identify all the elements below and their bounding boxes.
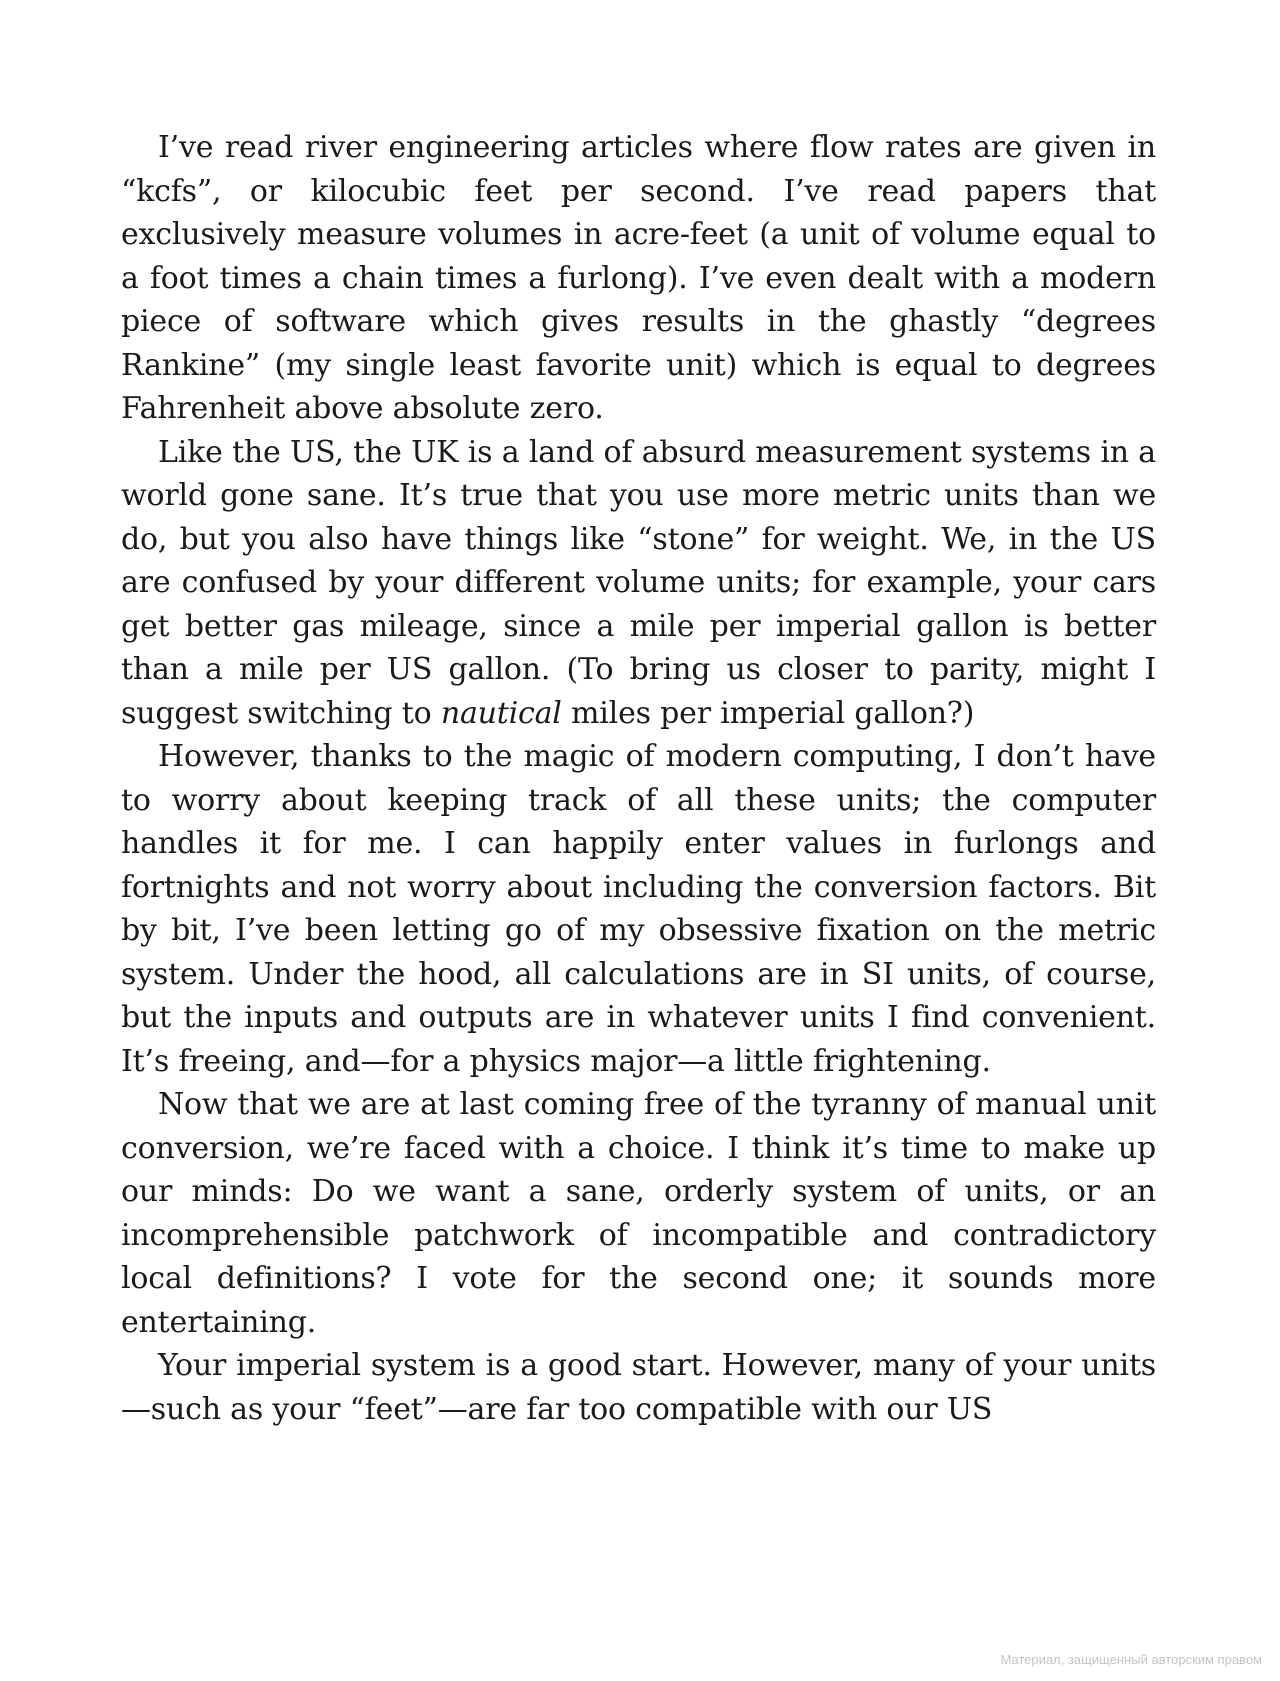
paragraph-2-text-end: miles per imperial gallon?) <box>561 695 975 731</box>
paragraph-2-text-start: Like the US, the UK is a land of absurd measurement systems in a world gone sane. It’s true that you use more metric units than we do, but you also have things like “stone” for weight. We, in the US are confused by your different volume units; for example, your cars get better gas mileage, since a mile per imperial gallon is better than a mile per US gallon. (To bring us closer to parity, might I suggest switching to <box>121 434 1156 731</box>
paragraph-2 <box>121 431 1156 736</box>
paragraph-4: Now that we are at last coming free of the tyranny of manual unit conversion, we’re faced with a choice. I think it’s time to make up our minds: Do we want a sane, orderly system of units, or an incomprehensible patchwork of incompatible and contradictory local definitions? I vote for the second one; it sounds more entertaining. <box>121 1087 1156 1340</box>
paragraph-2-italic-word: nautical <box>440 695 562 731</box>
paragraph-3: However, thanks to the magic of modern computing, I don’t have to worry about keeping track of all these units; the computer handles it for me. I can happily enter values in furlongs and fortnights and not worry about including the conversion factors. Bit by bit, I’ve been letting go of my obsessive fixation on the metric system. Under the hood, all calculations are in SI units, of course, but the inputs and outputs are in whatever units I find convenient. It’s freeing, and—for a physics major—a little frightening. <box>121 739 1156 1079</box>
paragraph-1: I’ve read river engineering articles where flow rates are given in “kcfs”, or kilocubic feet per second. I’ve read papers that exclusively measure volumes in acre-feet (a unit of volume equal to a foot times a chain times a furlong). I’ve even dealt with a modern piece of software which gives results in the ghastly “degrees Rankine” (my single least favorite unit) which is equal to degrees Fahrenheit above absolute zero. <box>121 130 1156 426</box>
paragraph-5: Your imperial system is a good start. However, many of your units—such as your “feet”—are far too compatible with our US <box>121 1348 1156 1427</box>
copyright-watermark: Материал, защищенный авторским правом <box>1000 1652 1262 1667</box>
body-text <box>121 126 1156 1431</box>
